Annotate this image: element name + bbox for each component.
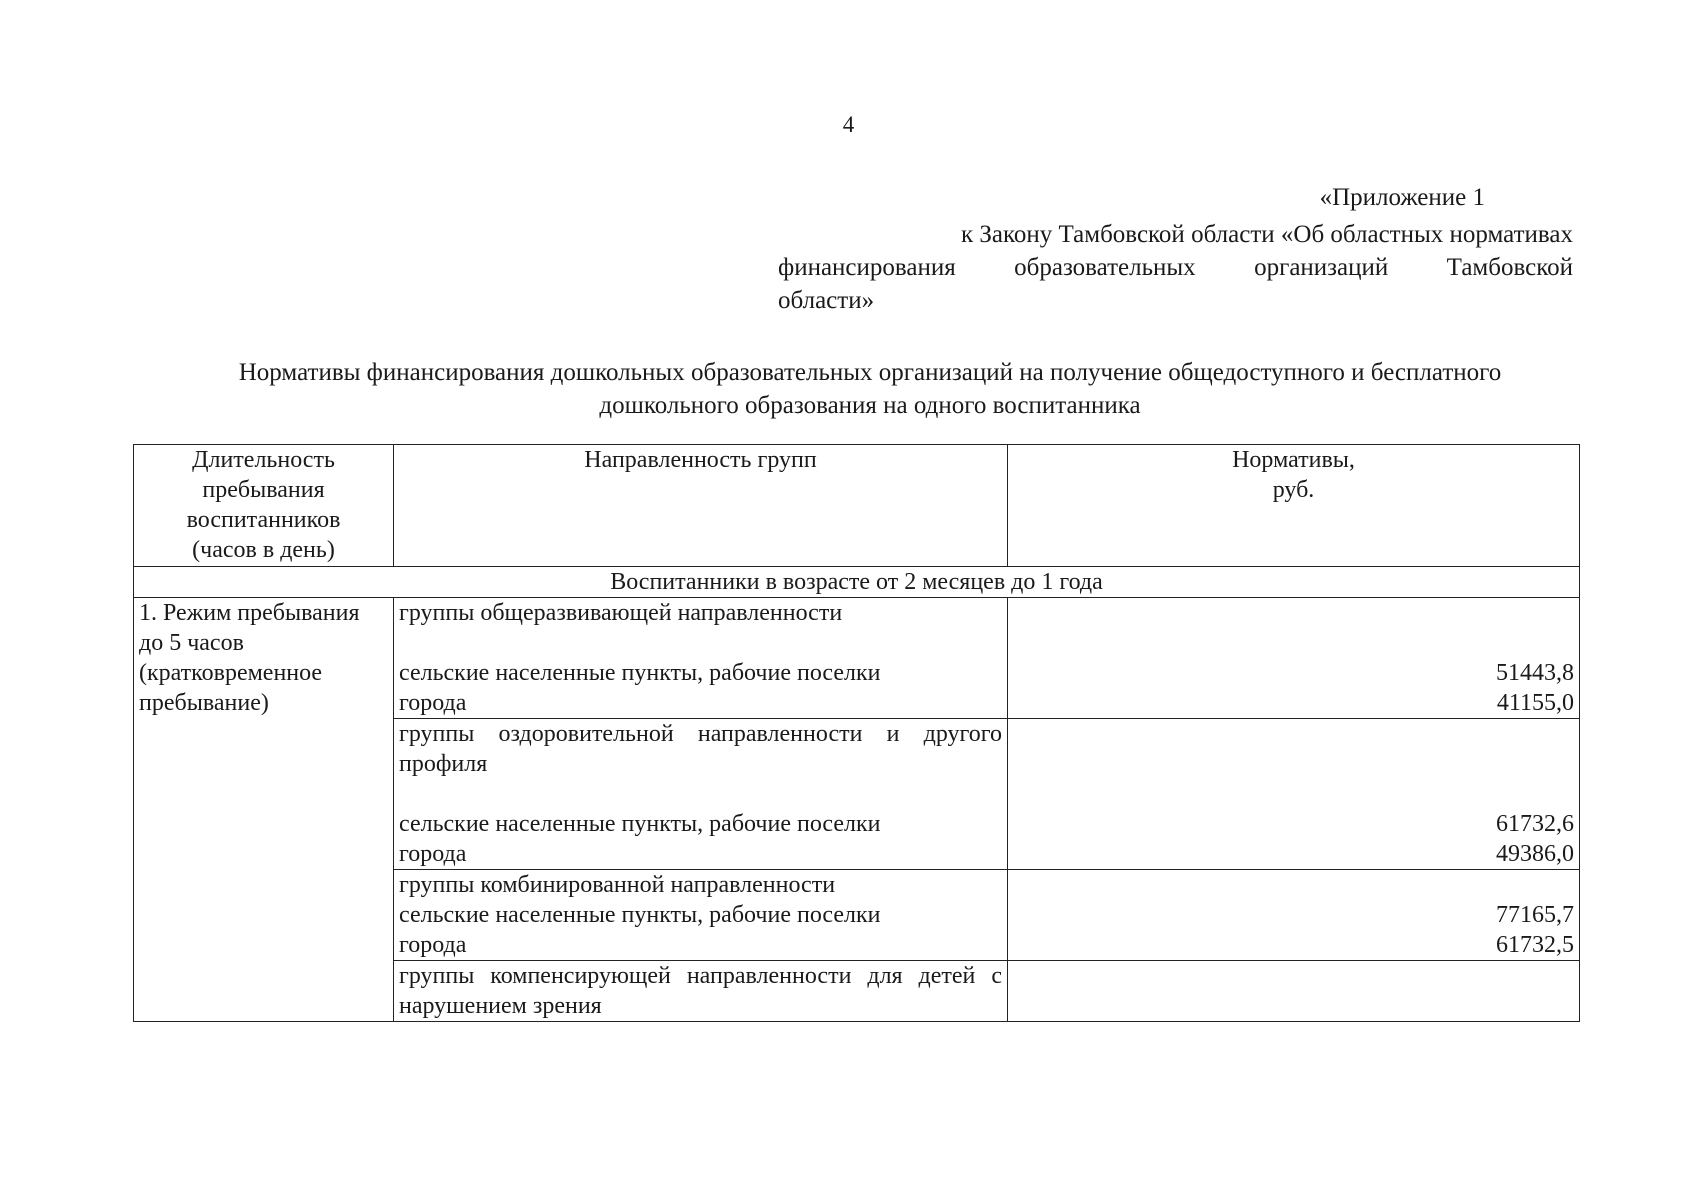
- duration-mode-line: до 5 часов: [139, 630, 244, 656]
- rural-value: 51443,8: [1496, 660, 1574, 686]
- duration-mode-line: 1. Режим пребывания: [139, 600, 360, 626]
- header-duration-line: воспитанников: [186, 507, 341, 533]
- document-title-line2: дошкольного образования на одного воспитанника: [599, 392, 1141, 419]
- duration-mode-line: пребывание): [139, 690, 269, 716]
- city-label: города: [399, 690, 467, 716]
- group-cell: [394, 870, 1008, 961]
- appendix-reference: [778, 218, 1573, 317]
- header-duration-line: Длительность: [192, 447, 335, 473]
- header-norms: [1008, 445, 1580, 567]
- appendix-ref-line3: области»: [778, 287, 875, 314]
- appendix-ref-line2: [778, 251, 1573, 284]
- appendix-heading: «Приложение 1: [1319, 184, 1485, 211]
- document-title-line1: Нормативы финансирования дошкольных образовательных организаций на получение общедоступного и бесплатного: [238, 359, 1502, 386]
- duration-mode-cell: [134, 598, 394, 1022]
- age-section-row: [134, 567, 1580, 598]
- appendix-ref-line1: к Закону Тамбовской области «Об областных нормативах: [961, 221, 1573, 248]
- rural-label: сельские населенные пункты, рабочие поселки: [399, 811, 881, 837]
- document-title: [100, 356, 1640, 422]
- city-label: города: [399, 841, 467, 867]
- rural-label: сельские населенные пункты, рабочие поселки: [399, 660, 881, 686]
- group-cell: [394, 961, 1008, 1022]
- header-norms-line: руб.: [1272, 477, 1315, 503]
- group-name: группы оздоровительной направленности и другого профиля: [399, 721, 1002, 777]
- value-cell: [1008, 598, 1580, 719]
- value-cell: [1008, 961, 1580, 1022]
- city-value: 41155,0: [1496, 690, 1574, 716]
- group-cell: [394, 598, 1008, 719]
- age-section-label: Воспитанники в возрасте от 2 месяцев до 1 года: [134, 567, 1580, 598]
- city-label: города: [399, 932, 467, 958]
- rural-value: 77165,7: [1496, 902, 1574, 928]
- header-groups: Направленность групп: [394, 445, 1008, 567]
- group-cell: [394, 719, 1008, 870]
- group-name: группы компенсирующей направленности для детей с нарушением зрения: [399, 963, 1002, 1019]
- appendix-ref-word: финансирования: [778, 254, 956, 281]
- rural-value: 61732,6: [1496, 811, 1574, 837]
- header-duration-line: пребывания: [202, 477, 325, 503]
- table-row: [134, 598, 1580, 719]
- city-value: 61732,5: [1496, 932, 1574, 958]
- header-duration-line: (часов в день): [192, 537, 335, 563]
- table-header-row: [134, 445, 1580, 567]
- group-name: группы комбинированной направленности: [399, 872, 836, 898]
- appendix-ref-word: Тамбовской: [1446, 254, 1573, 281]
- value-cell: [1008, 870, 1580, 961]
- norms-table: [133, 444, 1580, 1022]
- page-number: 4: [842, 112, 855, 137]
- appendix-ref-word: организаций: [1254, 254, 1389, 281]
- duration-mode-line: (кратковременное: [139, 660, 323, 686]
- rural-label: сельские населенные пункты, рабочие поселки: [399, 902, 881, 928]
- value-cell: [1008, 719, 1580, 870]
- header-norms-line: Нормативы,: [1232, 447, 1355, 473]
- group-name: группы общеразвивающей направленности: [399, 600, 843, 626]
- city-value: 49386,0: [1496, 841, 1574, 867]
- appendix-ref-word: образовательных: [1014, 254, 1196, 281]
- header-duration: [134, 445, 394, 567]
